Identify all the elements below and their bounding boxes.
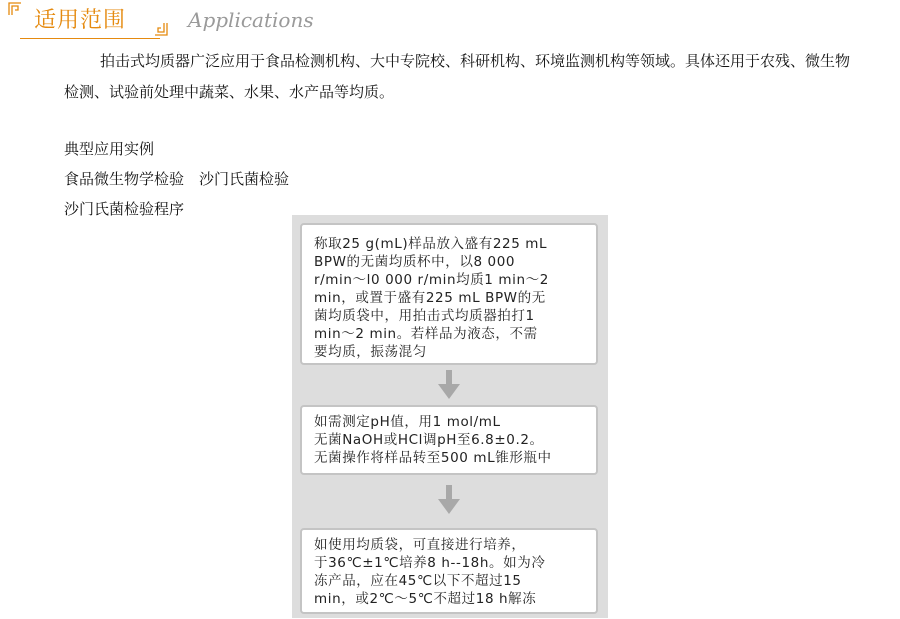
flow-step-text: 冻产品，应在45℃以下不超过15 (314, 573, 522, 589)
flow-step-text: 如使用均质袋，可直接进行培养， (314, 537, 526, 553)
procedure-flowchart (292, 215, 608, 618)
intro-text: 拍击式均质器广泛应用于食品检测机构、大中专院校、科研机构、环境监测机构等领域。具体还用于农残、微生物检测、试验前处理中蔬菜、水果、水产品等均质。 (64, 52, 851, 101)
flow-step-text: 无菌操作将样品转至500 mL锥形瓶中 (314, 450, 552, 466)
flow-step-text: r/min～l0 000 r/min均质1 min～2 (314, 272, 549, 288)
section-header (8, 2, 328, 40)
arrow-down-icon (436, 370, 462, 400)
intro-paragraph (64, 46, 854, 108)
examples-heading: 典型应用实例 (64, 140, 155, 158)
flow-step-text: 菌均质袋中，用拍击式均质器拍打1 (314, 308, 535, 324)
flow-step-text: BPW的无菌均质杯中，以8 000 (314, 254, 516, 270)
corner-ornament-icon (8, 2, 22, 16)
corner-ornament-icon (154, 22, 168, 36)
example-item: 食品微生物学检验 沙门氏菌检验 (64, 170, 290, 188)
flow-step-text: 于36℃±1℃培养8 h--18h。如为冷 (314, 555, 546, 571)
flow-step-text: 如需测定pH值，用1 mol/mL (314, 414, 501, 430)
section-subtitle: Applications (188, 8, 314, 32)
flow-step-2 (300, 405, 598, 475)
flow-step-text: min，或2℃～5℃不超过18 h解冻 (314, 591, 537, 607)
flow-step-text: 无菌NaOH或HCl调pH至6.8±0.2。 (314, 432, 544, 448)
section-title: 适用范围 (34, 8, 127, 33)
flow-step-text: min～2 min。若样品为液态，不需 (314, 326, 538, 342)
title-underline (20, 38, 160, 39)
flow-step-3 (300, 528, 598, 614)
flow-step-text: min，或置于盛有225 mL BPW的无 (314, 290, 546, 306)
procedure-heading: 沙门氏菌检验程序 (64, 200, 185, 218)
flow-step-text: 称取25 g(mL)样品放入盛有225 mL (314, 236, 548, 252)
flow-step-1 (300, 223, 598, 365)
arrow-down-icon (436, 485, 462, 515)
flow-step-text: 要均质，振荡混匀 (314, 344, 427, 360)
